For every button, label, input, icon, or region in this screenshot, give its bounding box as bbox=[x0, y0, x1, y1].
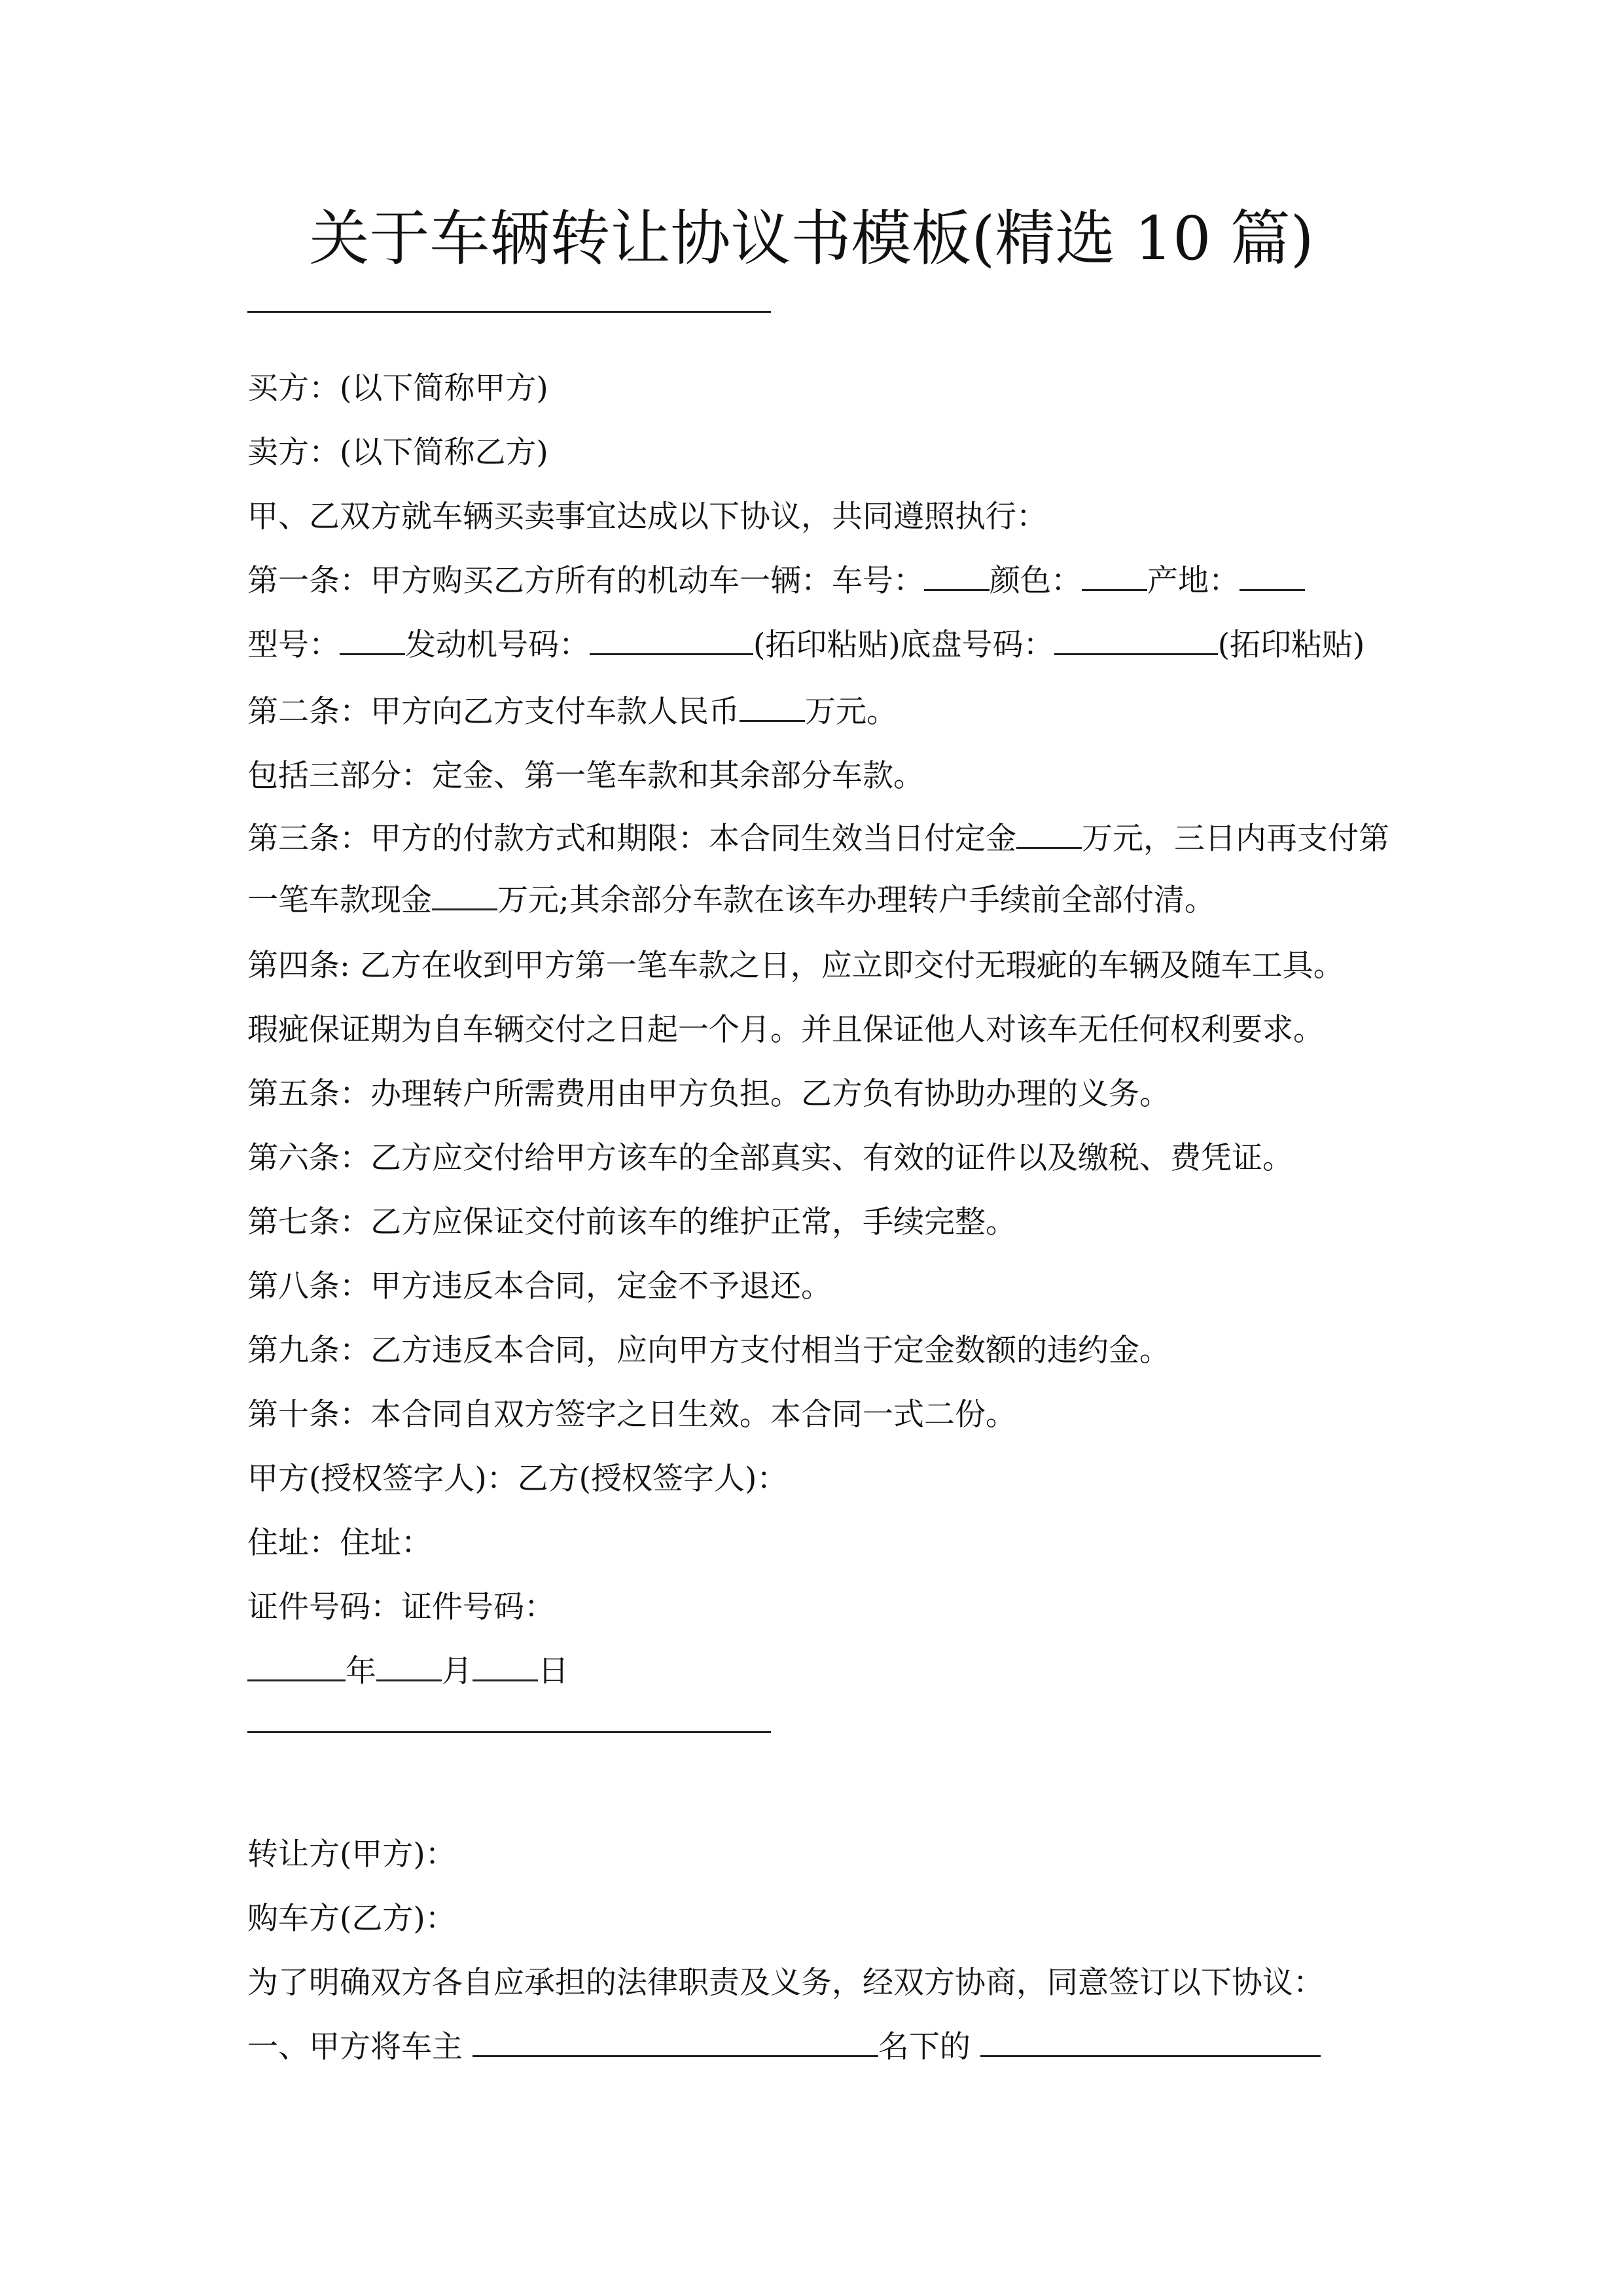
article-1-text: 第一条：甲方购买乙方所有的机动车一辆：车号： bbox=[247, 563, 924, 599]
address-line: 住址：住址： bbox=[247, 1525, 432, 1561]
article-1-line-2 bbox=[247, 613, 1399, 677]
color-label: 颜色： bbox=[990, 563, 1082, 599]
article-7: 第七条：乙方应保证交付前该车的维护正常，手续完整。 bbox=[247, 1204, 1016, 1240]
article-3 bbox=[247, 808, 1399, 931]
origin-label: 产地： bbox=[1147, 563, 1240, 599]
article-2-note: 包括三部分：定金、第一笔车款和其余部分车款。 bbox=[247, 758, 924, 794]
buyer-line: 买方：(以下简称甲方) bbox=[247, 370, 548, 406]
article-6: 第六条：乙方应交付给甲方该车的全部真实、有效的证件以及缴税、费凭证。 bbox=[247, 1140, 1293, 1176]
rubbing-note: (拓印粘贴) bbox=[1217, 627, 1365, 663]
car-buyer-line: 购车方(乙方)： bbox=[247, 1901, 456, 1937]
deposit-blank[interactable] bbox=[1016, 821, 1082, 849]
chassis-number-label: (拓印粘贴)底盘号码： bbox=[753, 627, 1054, 663]
item-1 bbox=[247, 2015, 1399, 2079]
date-line bbox=[247, 1640, 1399, 1731]
month-blank[interactable] bbox=[376, 1653, 442, 1681]
agreement-intro: 甲、乙双方就车辆买卖事宜达成以下协议，共同遵照执行： bbox=[247, 499, 1047, 535]
article-10: 第十条：本合同自双方签字之日生效。本合同一式二份。 bbox=[247, 1397, 1016, 1433]
article-3-text-1: 第三条：甲方的付款方式和期限：本合同生效当日付定金 bbox=[247, 821, 1016, 857]
chassis-number-blank[interactable] bbox=[1054, 627, 1218, 655]
article-3-text-2: 万元，三日内再支付第一笔车款现金 bbox=[247, 821, 1389, 918]
price-blank[interactable] bbox=[740, 694, 805, 722]
model-label: 型号： bbox=[247, 627, 340, 663]
section-divider bbox=[247, 1731, 1399, 1823]
article-9: 第九条：乙方违反本合同，应向甲方支付相当于定金数额的违约金。 bbox=[247, 1333, 1170, 1369]
article-1-line-1 bbox=[247, 549, 1399, 613]
item-1-text-2: 名下的 bbox=[878, 2029, 971, 2065]
document-body bbox=[247, 357, 1399, 2079]
divider-line-2 bbox=[247, 1731, 771, 1733]
article-8: 第八条：甲方违反本合同，定金不予退还。 bbox=[247, 1268, 832, 1304]
seller-line: 卖方：(以下简称乙方) bbox=[247, 435, 548, 471]
plate-number-blank[interactable] bbox=[924, 563, 990, 591]
article-3-text-3: 万元;其余部分车款在该车办理转户手续前全部付清。 bbox=[497, 882, 1215, 918]
year-label: 年 bbox=[346, 1653, 376, 1689]
article-5: 第五条：办理转户所需费用由甲方负担。乙方负有协助办理的义务。 bbox=[247, 1076, 1170, 1112]
year-blank[interactable] bbox=[247, 1653, 346, 1681]
model-blank[interactable] bbox=[340, 627, 405, 655]
agreement-intro-2: 为了明确双方各自应承担的法律职责及义务，经双方协商，同意签订以下协议： bbox=[247, 1965, 1324, 2001]
article-2 bbox=[247, 680, 1399, 744]
article-2-unit: 万元。 bbox=[805, 694, 897, 730]
first-payment-blank[interactable] bbox=[432, 882, 497, 910]
signature-line: 甲方(授权签字人)：乙方(授权签字人)： bbox=[247, 1461, 788, 1497]
transferor-line: 转让方(甲方)： bbox=[247, 1837, 456, 1873]
item-1-text: 一、甲方将车主 bbox=[247, 2029, 463, 2065]
article-2-text: 第二条：甲方向乙方支付车款人民币 bbox=[247, 694, 740, 730]
engine-number-blank[interactable] bbox=[590, 627, 753, 655]
engine-number-label: 发动机号码： bbox=[405, 627, 590, 663]
day-blank[interactable] bbox=[473, 1653, 538, 1681]
article-4-note: 瑕疵保证期为自车辆交付之日起一个月。并且保证他人对该车无任何权利要求。 bbox=[247, 1012, 1324, 1048]
day-label: 日 bbox=[538, 1653, 569, 1689]
id-number-line: 证件号码：证件号码： bbox=[247, 1589, 555, 1625]
document-title: 关于车辆转让协议书模板(精选 10 篇) bbox=[309, 204, 1314, 274]
month-label: 月 bbox=[442, 1653, 473, 1689]
origin-blank[interactable] bbox=[1240, 563, 1305, 591]
vehicle-blank[interactable] bbox=[980, 2029, 1321, 2057]
article-4: 第四条: 乙方在收到甲方第一笔车款之日，应立即交付无瑕疵的车辆及随车工具。 bbox=[247, 948, 1344, 984]
color-blank[interactable] bbox=[1082, 563, 1147, 591]
owner-name-blank[interactable] bbox=[473, 2029, 878, 2057]
divider-line bbox=[247, 311, 771, 313]
